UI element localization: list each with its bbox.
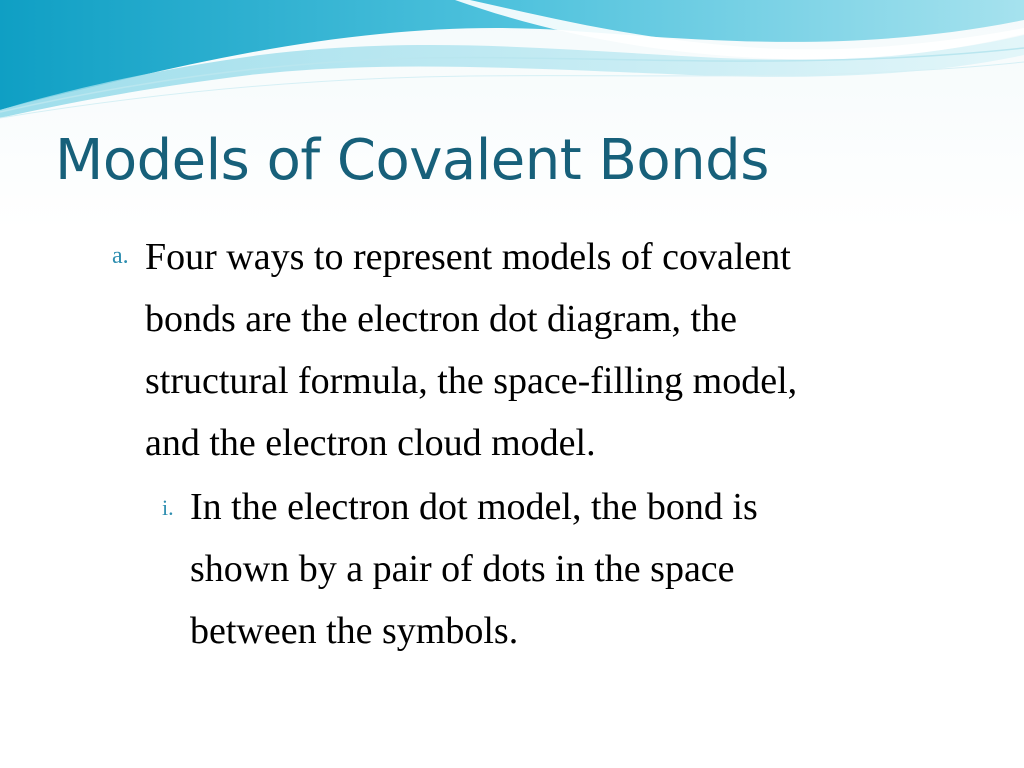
decorative-wave-header (0, 0, 1024, 130)
bullet-line: between the symbols. (190, 610, 519, 652)
bullet-line: shown by a pair of dots in the space (190, 548, 735, 590)
bullet-line: and the electron cloud model. (145, 422, 596, 464)
bullet-item-a (145, 226, 945, 474)
bullet-line: In the electron dot model, the bond is (190, 486, 758, 528)
bullet-marker-i: i. (162, 495, 174, 520)
bullet-marker-a: a. (112, 243, 129, 269)
slide-title: Models of Covalent Bonds (55, 128, 769, 193)
bullet-item-i (190, 476, 910, 662)
bullet-line: Four ways to represent models of covalent (145, 236, 791, 278)
bullet-line: bonds are the electron dot diagram, the (145, 298, 737, 340)
bullet-line: structural formula, the space-filling model, (145, 360, 798, 402)
